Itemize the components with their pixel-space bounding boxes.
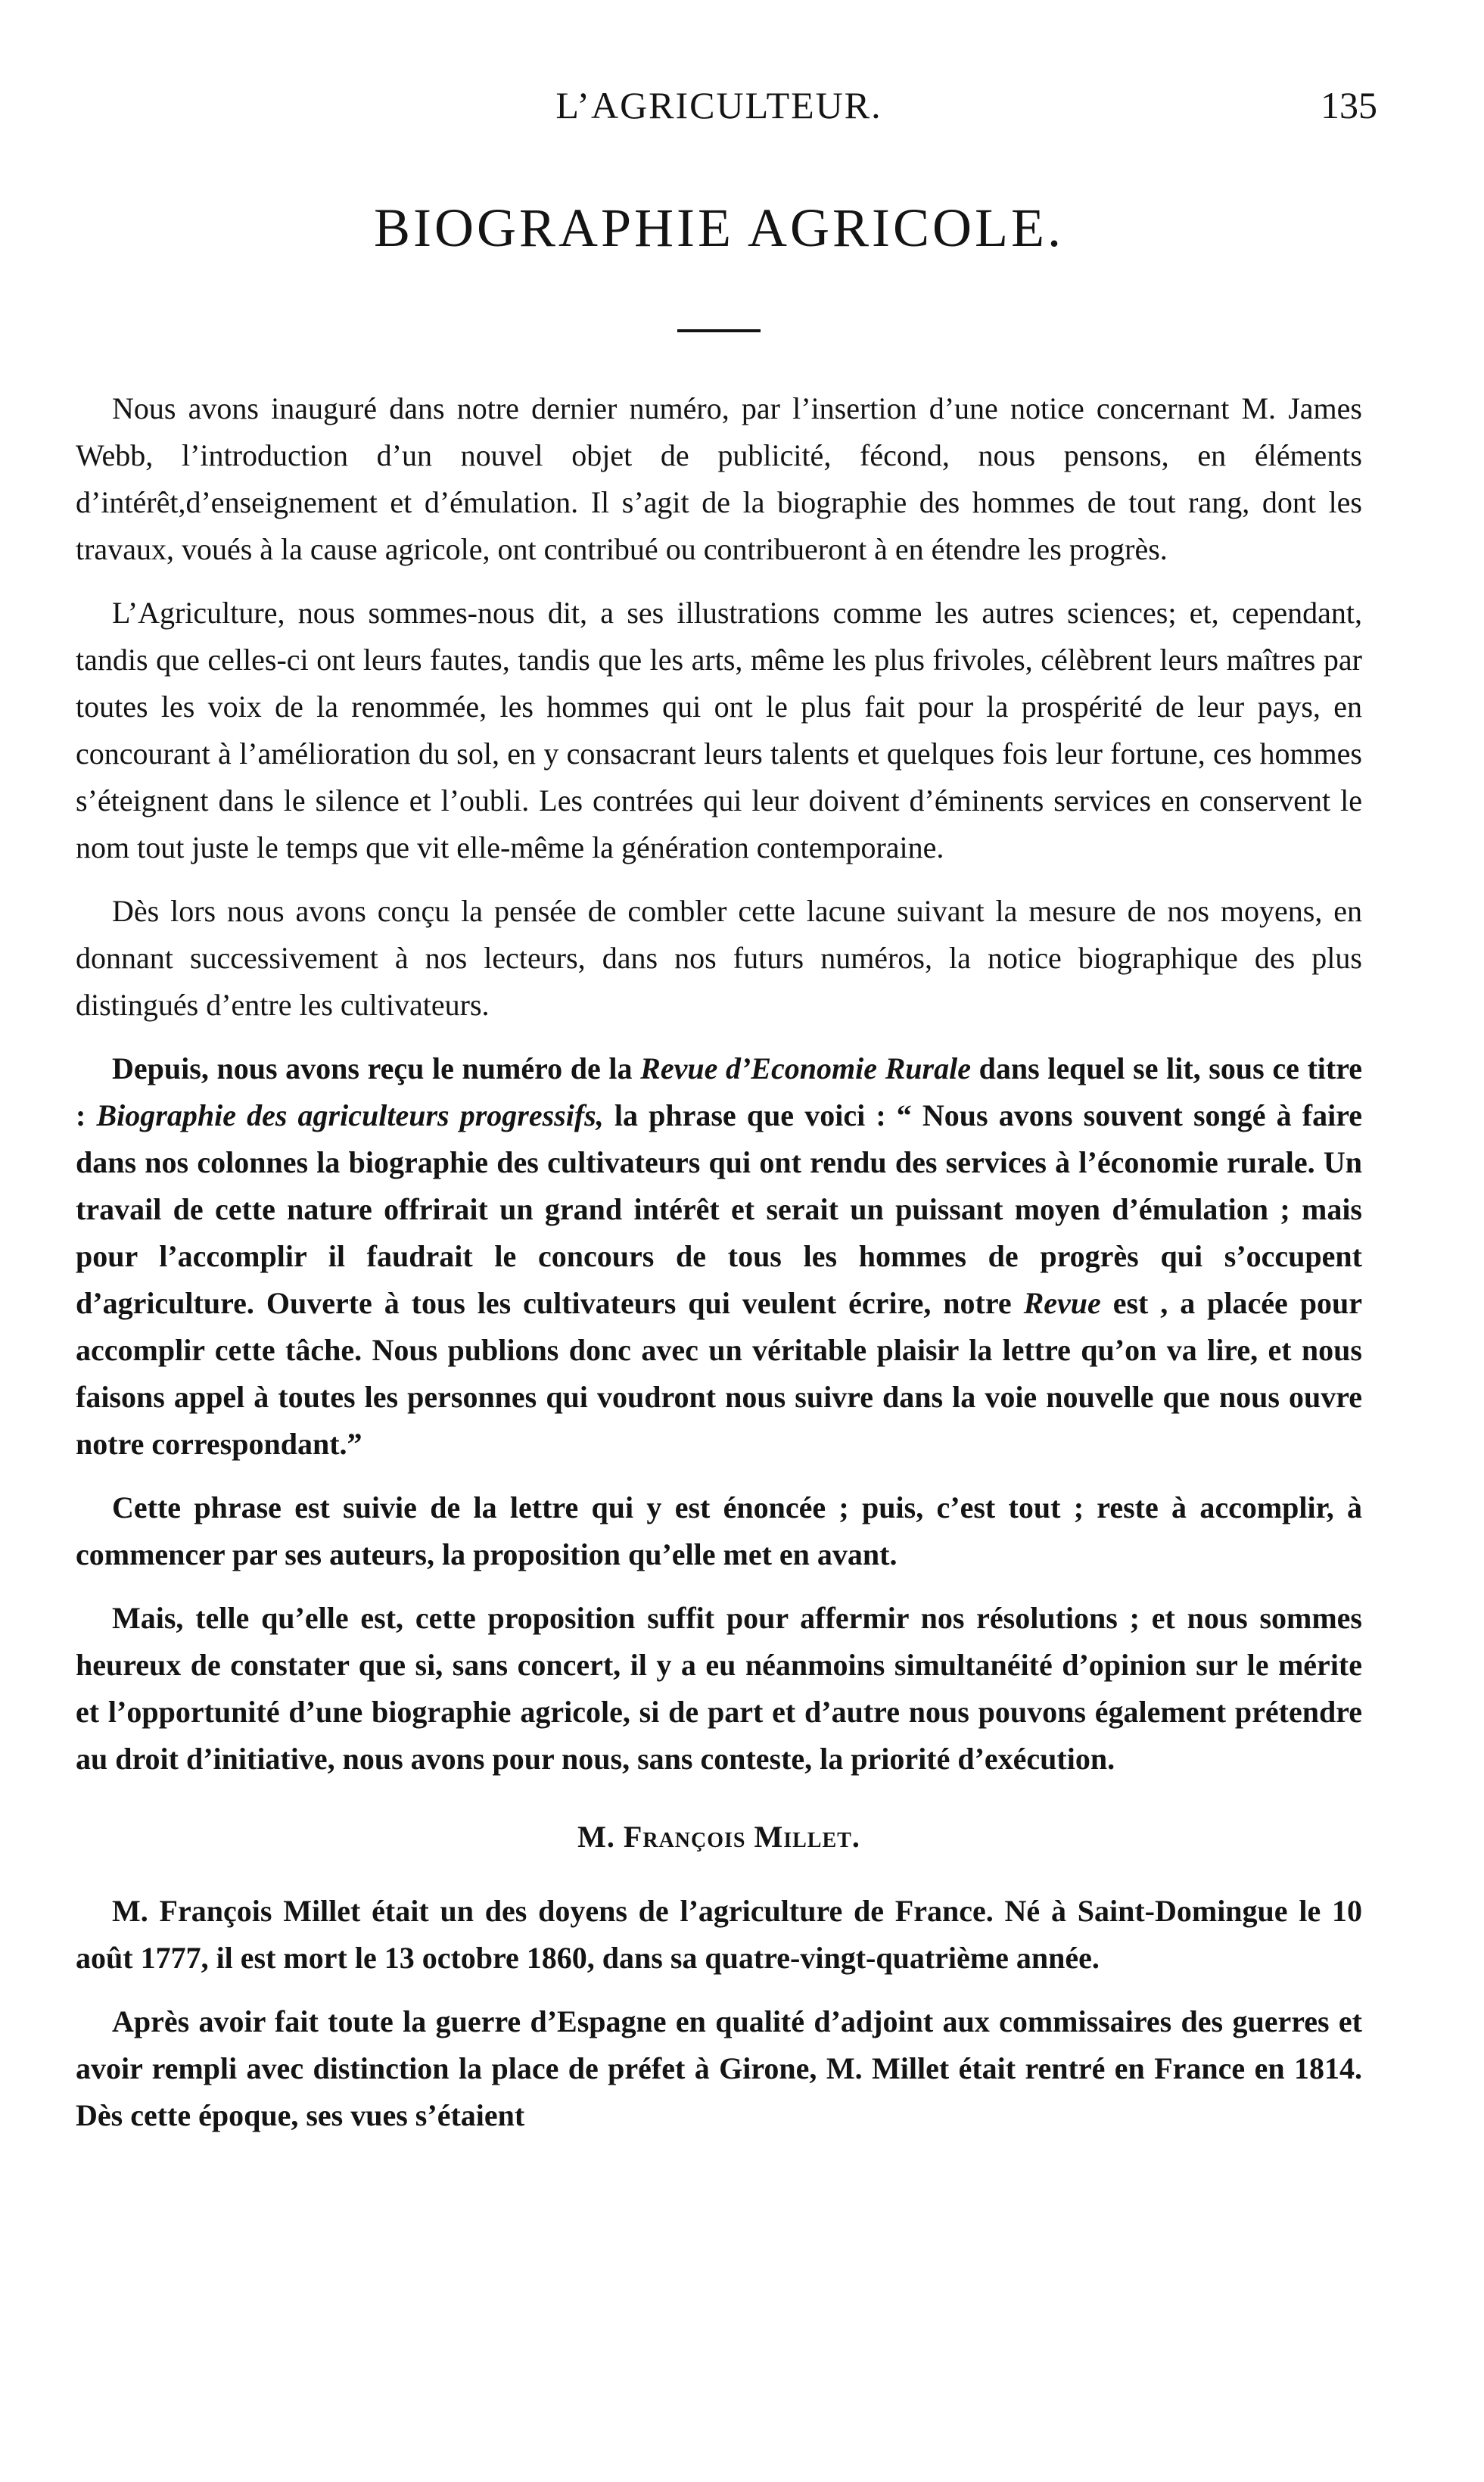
- paragraph-4-italic-c: Revue: [1023, 1286, 1101, 1320]
- paragraph-2: L’Agriculture, nous sommes-nous dit, a ses illustrations comme les autres sciences; et, cependant, tandis que celles-ci ont leurs fautes, tandis que les arts, même les plus frivoles, célèbrent leurs maîtres par toutes les voix de la renommée, les hommes qui ont le plus fait pour la prospérité de leur pays, en concourant à l’amélioration du sol, en y consacrant leurs talents et quelques fois leur fortune, ces hommes s’éteignent dans le silence et l’oubli. Les contrées qui leur doivent d’éminents services en conservent le nom tout juste le temps que vit elle-même la génération contemporaine.: [76, 596, 1362, 864]
- running-head: [76, 83, 1377, 144]
- page-number: 135: [1321, 84, 1377, 126]
- paragraph-4-text-b: dans lequel se lit, sous ce titre :: [76, 1051, 1363, 1132]
- page: [76, 83, 1377, 2156]
- paragraph-6: Mais, telle qu’elle est, cette proposition suffit pour affermir nos résolutions ; et nous sommes heureux de constater que si, sans concert, il y a eu néanmoins simultanéité d’opinion sur le mérite et l’opportunité d’une biographie agricole, si de part et d’autre nous pouvons également prétendre au droit d’initiative, nous avons pour nous, sans conteste, la priorité d’exécution.: [76, 1601, 1362, 1776]
- title-rule: [677, 329, 761, 332]
- paragraph-3: Dès lors nous avons conçu la pensée de combler cette lacune suivant la mesure de nos moyens, en donnant successivement à nos lecteurs, dans nos futurs numéros, la notice biographique des plus distingués d’entre les cultivateurs.: [76, 894, 1362, 1022]
- bio-paragraph-1: M. François Millet était un des doyens de l’agriculture de France. Né à Saint-Domingue le 10 août 1777, il est mort le 13 octobre 1860, dans sa quatre-vingt-quatrième année.: [76, 1894, 1362, 1975]
- paragraph-4: [76, 1045, 1362, 1468]
- biography-subhead: M. François Millet.: [577, 1820, 860, 1854]
- journal-title: L’AGRICULTEUR.: [555, 84, 882, 126]
- paragraph-5: Cette phrase est suivie de la lettre qui y est énoncée ; puis, c’est tout ; reste à accomplir, à commencer par ses auteurs, la proposition qu’elle met en avant.: [76, 1490, 1362, 1571]
- bio-paragraph-2: Après avoir fait toute la guerre d’Espagne en qualité d’adjoint aux commissaires des guerres et avoir rempli avec distinction la place de préfet à Girone, M. Millet était rentré en France en 1814. Dès cette époque, ses vues s’étaient: [76, 2004, 1362, 2132]
- section-title: BIOGRAPHIE AGRICOLE.: [373, 198, 1064, 258]
- paragraph-4-text-d: est , a placée pour accomplir cette tâche. Nous publions donc avec un véritable plaisir la lettre qu’on va lire, et nous faisons appel à toutes les personnes qui voudront nous suivre dans la voie nouvelle que nous ouvre notre correspondant.”: [76, 1286, 1362, 1461]
- paragraph-1: Nous avons inauguré dans notre dernier numéro, par l’insertion d’une notice concernant M. James Webb, l’introduction d’un nouvel objet de publicité, fécond, nous pensons, en éléments d’intérêt,d’enseignement et d’émulation. Il s’agit de la biographie des hommes de tout rang, dont les travaux, voués à la cause agricole, ont contribué ou contribueront à en étendre les progrès.: [76, 391, 1362, 566]
- paragraph-4-italic-a: Revue d’Economie Rurale: [640, 1051, 971, 1085]
- paragraph-4-text-a: Depuis, nous avons reçu le numéro de la: [112, 1051, 641, 1085]
- paragraph-4-text-c: la phrase que voici : “ Nous avons souvent songé à faire dans nos colonnes la biographie des cultivateurs qui ont rendu des services à l’économie rurale. Un travail de cette nature offrirait un grand intérêt et serait un puissant moyen d’émulation ; mais pour l’accomplir il faudrait le concours de tous les hommes de progrès qui s’occupent d’agriculture. Ouverte à tous les cultivateurs qui veulent écrire, notre: [76, 1098, 1363, 1320]
- paragraph-4-italic-b: Biographie des agriculteurs progressifs,: [96, 1098, 604, 1132]
